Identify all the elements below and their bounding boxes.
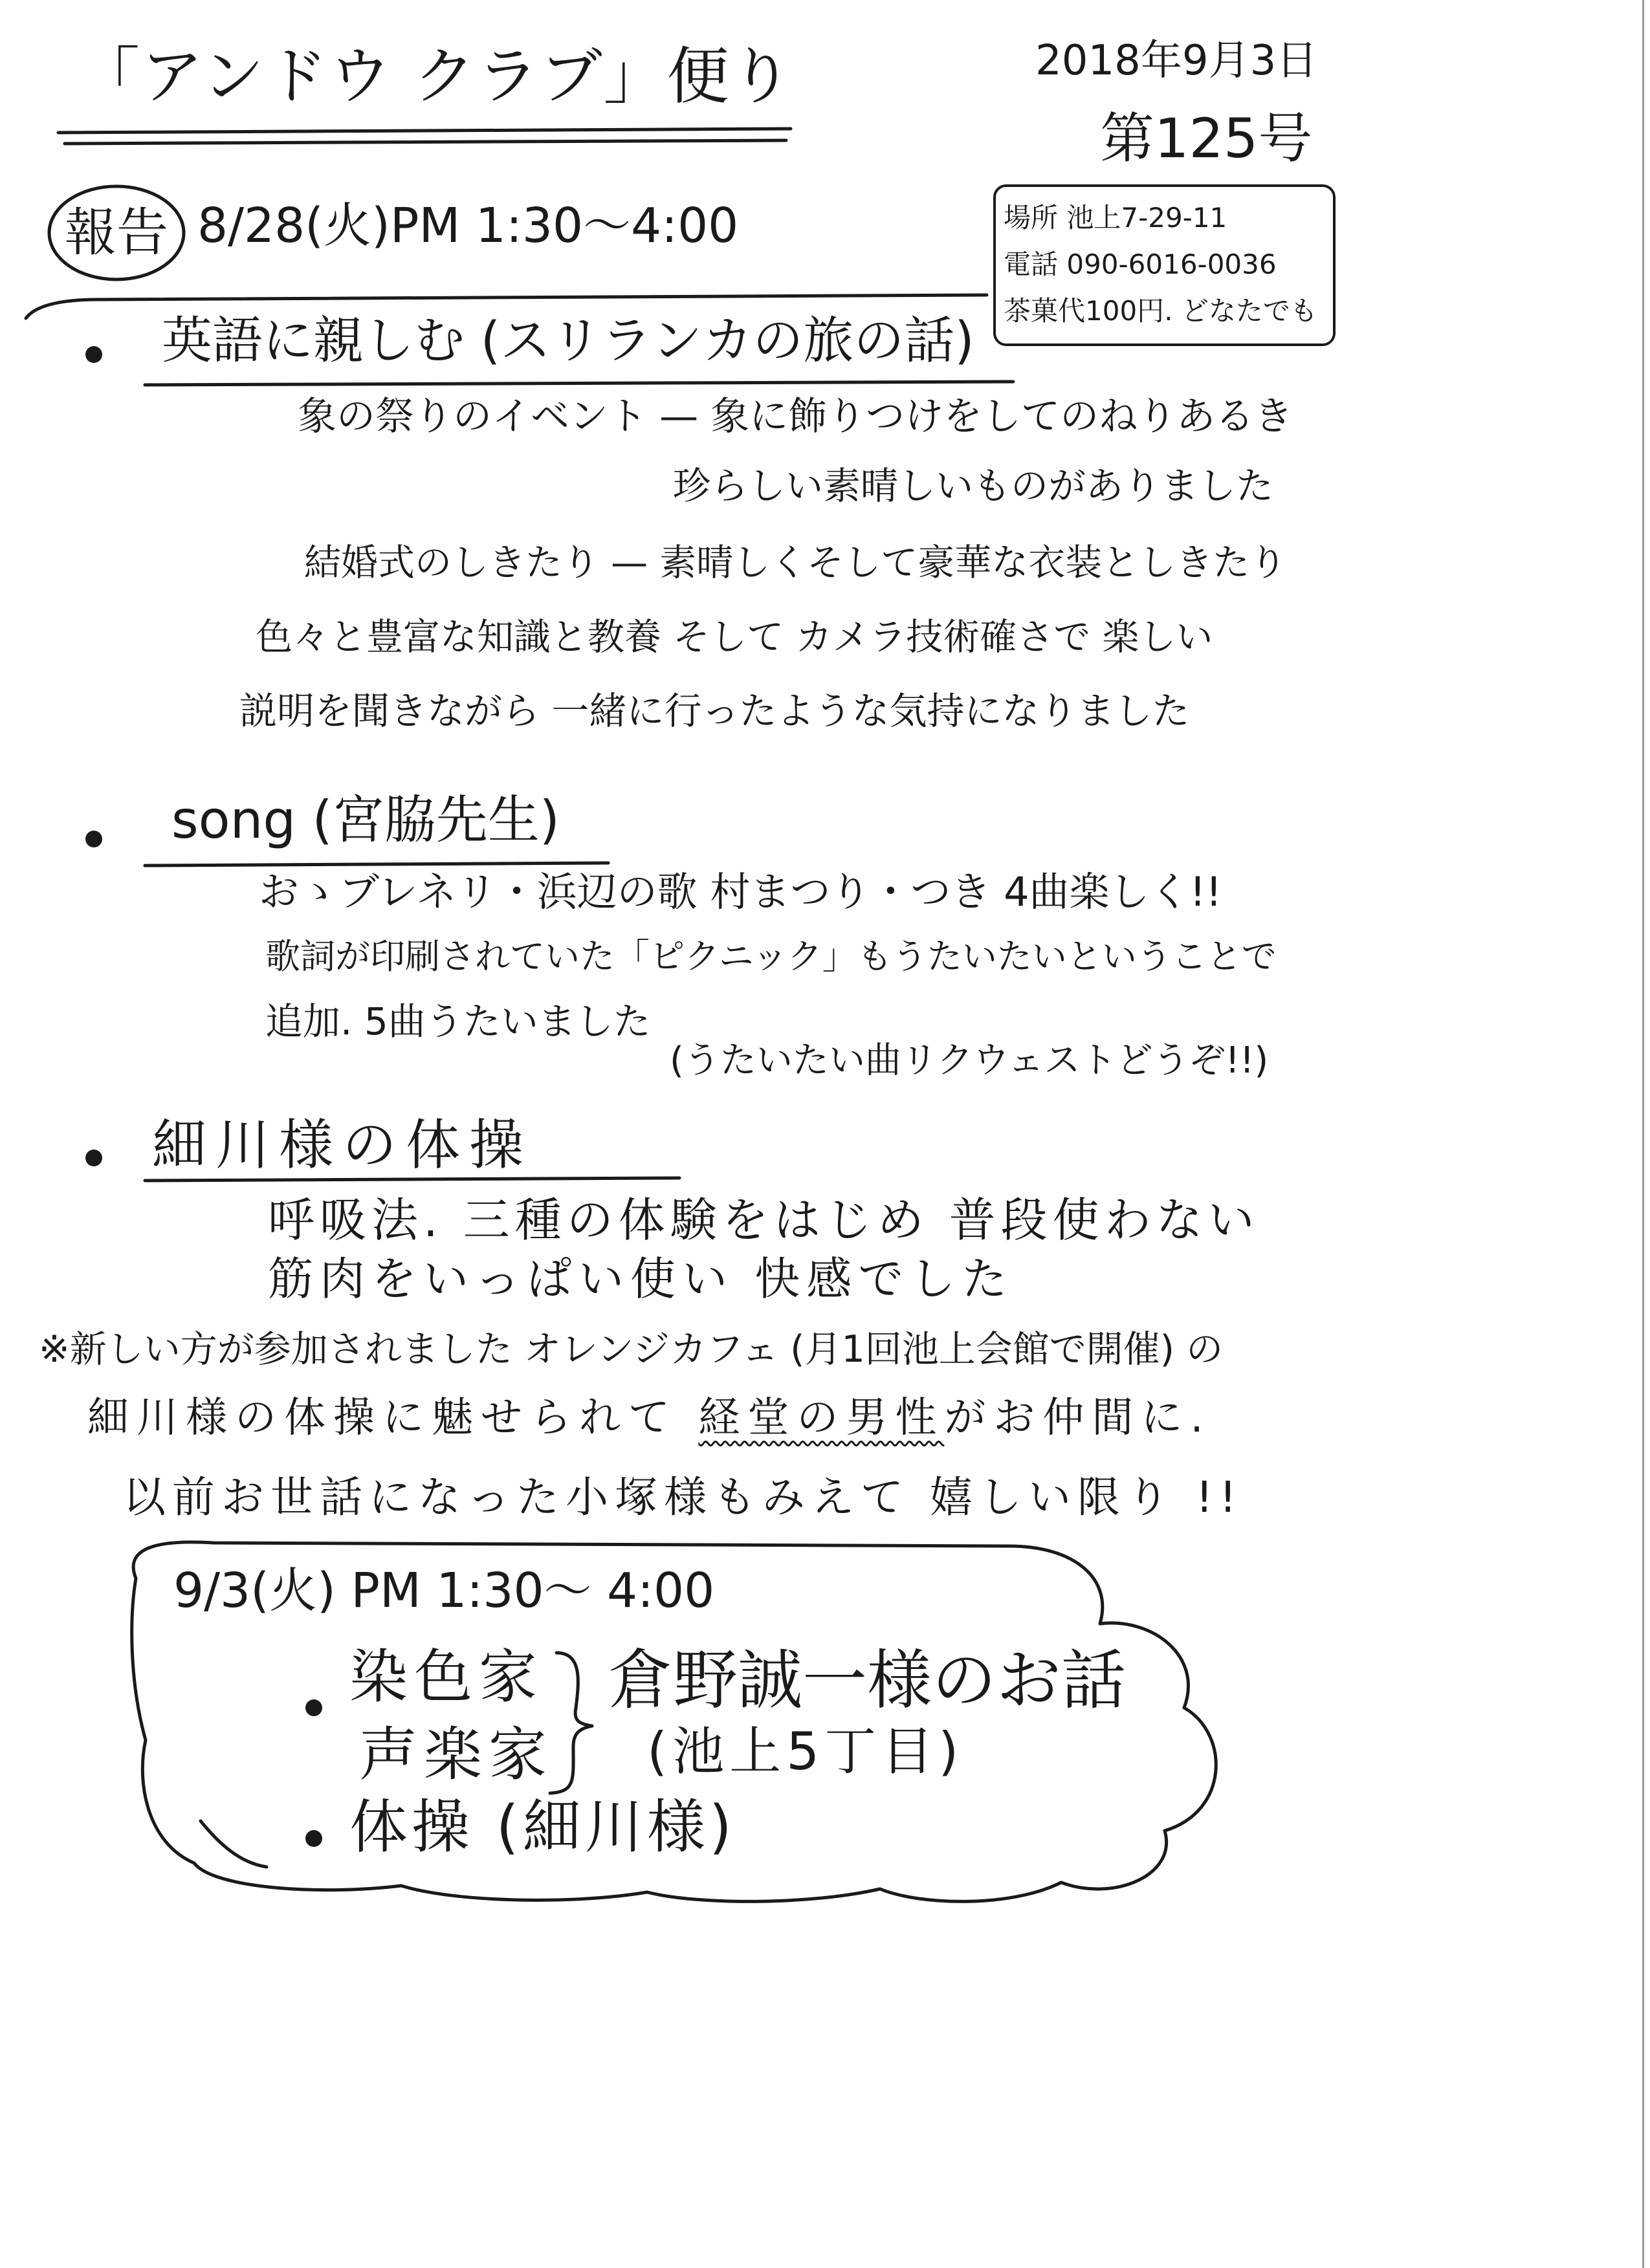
section-line: 歌詞が印刷されていた「ピクニック」もうたいたいということで [265,936,1277,977]
next-meeting-exercise: 体操 (細川様) [349,1793,736,1861]
section-line: 追加. 5曲うたいました [265,999,651,1043]
section-underline-english [145,382,1013,385]
note-text: 細川様の体操に魅せられて [87,1394,699,1442]
bullet-dot [85,1150,102,1166]
section-line: 説明を聞きながら 一緒に行ったような気持になりました [239,689,1190,733]
song-request-note: (うたいたい曲リクウェストどうぞ!!) [670,1040,1269,1082]
section-underline-exercise [145,1178,679,1181]
bullet-dot [305,1699,322,1716]
bullet-dot [85,346,102,363]
scan-edge-line [1642,0,1644,2268]
info-place: 場所 池上7-29-11 [1004,202,1227,234]
info-box [993,184,1336,346]
speaker-role: 染色家 [349,1643,544,1711]
note-line: 以前お世話になった小塚様もみえて 嬉しい限り !! [123,1472,1243,1522]
info-fee: 茶菓代100円. どなたでも [1004,295,1317,327]
section-underline-song [145,863,608,866]
section-heading-english: 英語に親しむ (スリランカの旅の話) [162,312,974,370]
report-label: 報告 [65,202,168,263]
newsletter-title: 「アンドウ クラブ」便り [78,40,794,113]
next-meeting-talk: 倉野誠一様のお話 [608,1642,1126,1718]
next-meeting-datetime: 9/3(火) PM 1:30〜 4:00 [173,1563,715,1619]
cloud-inner-hook [201,1821,267,1867]
section-line: 色々と豊富な知識と教養 そして カメラ技術確さで 楽しい [256,616,1213,659]
section-line: おゝブレネリ・浜辺の歌 村まつり・つき 4曲楽しく!! [259,868,1222,915]
report-datetime: 8/28(火)PM 1:30〜4:00 [197,198,739,254]
newsletter-date: 2018年9月3日 [1035,37,1318,85]
bullet-dot [305,1830,322,1847]
note-highlight: 経堂の男性 [698,1394,945,1442]
section-line: 筋肉をいっぱい使い 快感でした [268,1252,1014,1305]
note-line: ※新しい方が参加されました オレンジカフェ (月1回池上会館で開催) の [39,1328,1224,1371]
speaker-brace [550,1653,592,1793]
bullet-dot [85,831,102,847]
next-meeting-talk-location: (池上5丁目) [647,1721,964,1782]
title-underline [58,129,791,133]
speaker-role: 声楽家 [359,1721,553,1789]
section-line: 呼吸法. 三種の体験をはじめ 普段使わない [268,1193,1260,1247]
title-underline-second [65,140,786,144]
newsletter-issue: 第125号 [1100,107,1313,170]
note-line [87,1394,1211,1442]
note-text: がお仲間に. [944,1394,1211,1442]
section-heading-song: song (宮脇先生) [171,790,560,850]
section-line: 象の祭りのイベント — 象に飾りつけをしてのねりあるき [298,394,1293,439]
section-line: 結婚式のしきたり — 素晴しくそして豪華な衣装としきたり [304,541,1287,584]
section-heading-exercise: 細川様の体操 [152,1113,533,1177]
info-phone: 電話 090-6016-0036 [1004,248,1277,280]
section-line: 珍らしい素晴しいものがありました [673,464,1274,508]
